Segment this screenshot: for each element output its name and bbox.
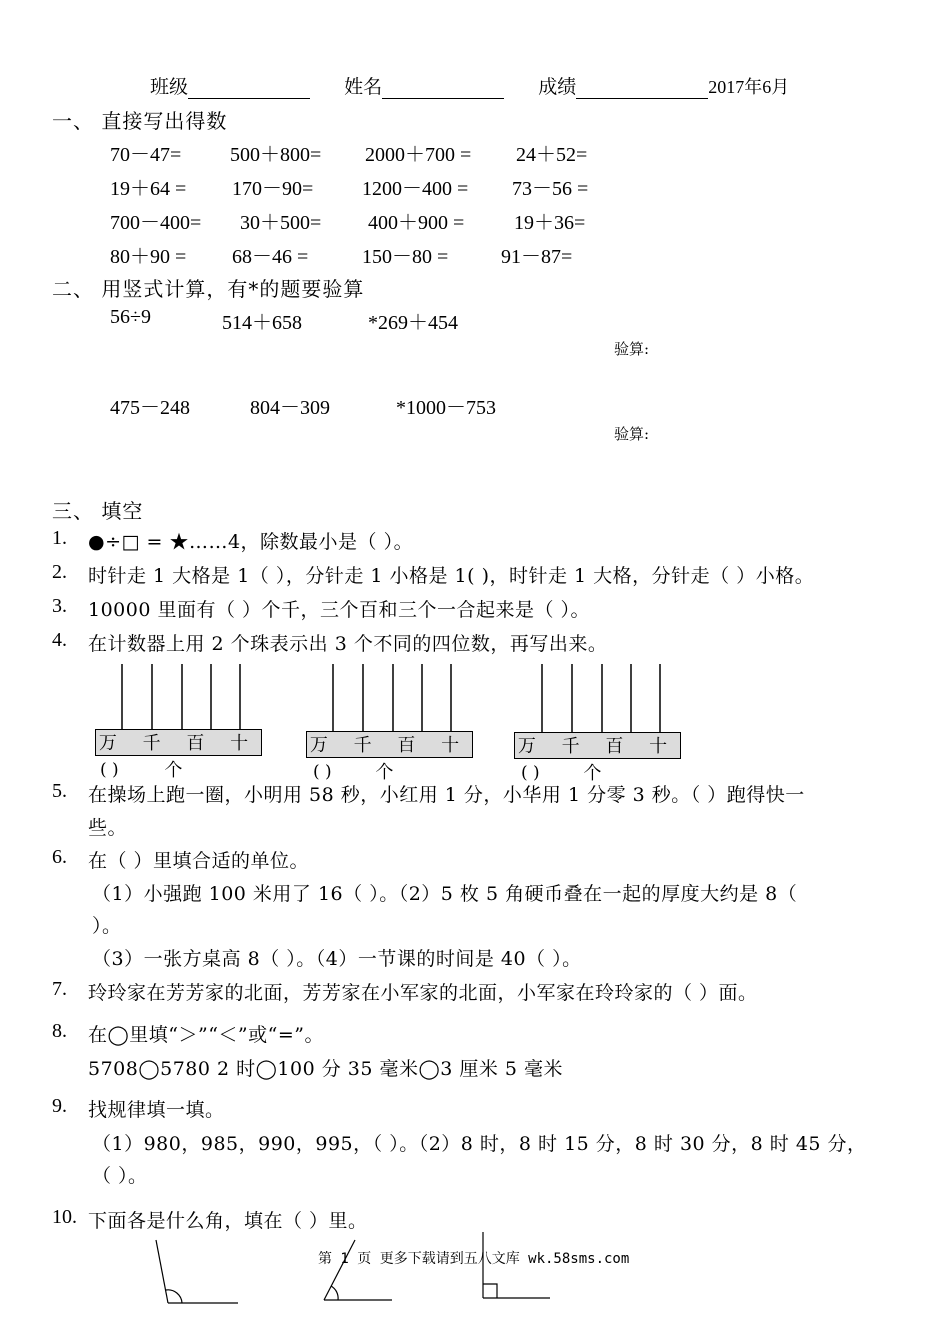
abacus-3-answer: ( ) xyxy=(521,763,540,783)
q9-line2: （ ）。 xyxy=(92,1165,148,1187)
q6-line2: ）。 xyxy=(92,915,122,937)
vertical-calc-6: *1000－753 xyxy=(396,397,496,419)
abacus-2-answer: ( ) xyxy=(313,762,332,782)
abacus-2-label: 万 千 百 十 个 xyxy=(306,731,473,758)
class-label: 班级 xyxy=(150,76,189,98)
q7-number: 7. xyxy=(52,978,67,1000)
name-label: 姓名 xyxy=(344,76,383,98)
page-footer: 第 1 页 更多下载请到五八文库 wk.58sms.com xyxy=(318,1251,630,1267)
vertical-calc-2: 514＋658 xyxy=(222,312,302,334)
vertical-calc-3: *269＋454 xyxy=(368,312,458,334)
q8-items: 5708◯5780 2 时◯100 分 35 毫米◯3 厘米 5 毫米 xyxy=(88,1058,564,1080)
oral-r3c2: 30＋500= xyxy=(240,212,322,234)
angle-1 xyxy=(156,1240,238,1303)
oral-r1c1: 70－47= xyxy=(110,144,182,166)
q2-number: 2. xyxy=(52,561,67,583)
q1-number: 1. xyxy=(52,527,67,549)
abacus-3-rods xyxy=(542,664,660,732)
oral-r3c4: 19＋36= xyxy=(514,212,586,234)
vertical-calc-5: 804－309 xyxy=(250,397,330,419)
oral-r1c2: 500＋800= xyxy=(230,144,322,166)
q7-text: 玲玲家在芳芳家的北面，芳芳家在小军家的北面，小军家在玲玲家的（ ）面。 xyxy=(88,982,758,1004)
q8-number: 8. xyxy=(52,1020,67,1042)
abacus-1-label: 万 千 百 十 个 xyxy=(95,729,262,756)
q3-text: 10000 里面有（ ）个千，三个百和三个一合起来是（ ）。 xyxy=(88,599,591,621)
q2-text: 时针走 1 大格是 1（ ），分针走 1 小格是 1( )，时针走 1 大格，分针走（ ）小格。 xyxy=(88,565,815,587)
section-3-title: 三、 填空 xyxy=(52,499,144,523)
q6-number: 6. xyxy=(52,846,67,868)
oral-r2c1: 19＋64 = xyxy=(110,178,187,200)
q9-text: 找规律填一填。 xyxy=(88,1099,225,1121)
section-2-title: 二、 用竖式计算，有*的题要验算 xyxy=(52,277,365,301)
check-label-1: 验算: xyxy=(614,340,650,358)
abacus-3-label: 万 千 百 十 个 xyxy=(514,732,681,759)
oral-r4c1: 80＋90 = xyxy=(110,246,187,268)
oral-r2c3: 1200－400 = xyxy=(362,178,469,200)
q6-line1: （1）小强跑 100 米用了 16（ ）。（2）5 枚 5 角硬币叠在一起的厚度大约是 8（ xyxy=(92,883,798,905)
score-label: 成绩 xyxy=(538,76,577,98)
q8-text: 在◯里填“＞”“＜”或“=”。 xyxy=(88,1024,324,1046)
q5-number: 5. xyxy=(52,780,67,802)
q4-number: 4. xyxy=(52,629,67,651)
abacus-1-rods xyxy=(122,664,240,729)
oral-r1c3: 2000＋700 = xyxy=(365,144,472,166)
q6-text: 在（ ）里填合适的单位。 xyxy=(88,850,310,872)
q1-text: ●÷□ = ★……4，除数最小是（ ）。 xyxy=(88,531,414,553)
check-label-2: 验算: xyxy=(614,425,650,443)
oral-r3c3: 400＋900 = xyxy=(368,212,465,234)
exam-date: 2017年6月 xyxy=(708,77,790,97)
abacus-2-rods xyxy=(333,664,451,731)
abacus-1-answer: ( ) xyxy=(100,760,119,780)
vertical-calc-1: 56÷9 xyxy=(110,306,151,328)
q5-text-cont: 些。 xyxy=(88,817,128,839)
oral-r1c4: 24＋52= xyxy=(516,144,588,166)
oral-r4c2: 68－46 = xyxy=(232,246,309,268)
oral-r2c4: 73－56 = xyxy=(512,178,589,200)
oral-r4c3: 150－80 = xyxy=(362,246,449,268)
oral-r2c2: 170－90= xyxy=(232,178,314,200)
section-1-title: 一、 直接写出得数 xyxy=(52,109,228,133)
q4-text: 在计数器上用 2 个珠表示出 3 个不同的四位数，再写出来。 xyxy=(88,633,608,655)
q10-number: 10. xyxy=(52,1206,77,1228)
q9-number: 9. xyxy=(52,1095,67,1117)
oral-r4c4: 91－87= xyxy=(501,246,573,268)
q6-line3: （3）一张方桌高 8（ ）。（4）一节课的时间是 40（ ）。 xyxy=(92,948,582,970)
q5-text: 在操场上跑一圈，小明用 58 秒，小红用 1 分，小华用 1 分零 3 秒。（ ）跑得快一 xyxy=(88,784,805,806)
q10-text: 下面各是什么角，填在（ ）里。 xyxy=(88,1210,368,1232)
oral-r3c1: 700－400= xyxy=(110,212,202,234)
q9-line1: （1）980，985，990，995，（ ）。（2）8 时，8 时 15 分，8 时 30 分，8 时 45 分， xyxy=(92,1133,867,1155)
vertical-calc-4: 475－248 xyxy=(110,397,190,419)
q3-number: 3. xyxy=(52,595,67,617)
